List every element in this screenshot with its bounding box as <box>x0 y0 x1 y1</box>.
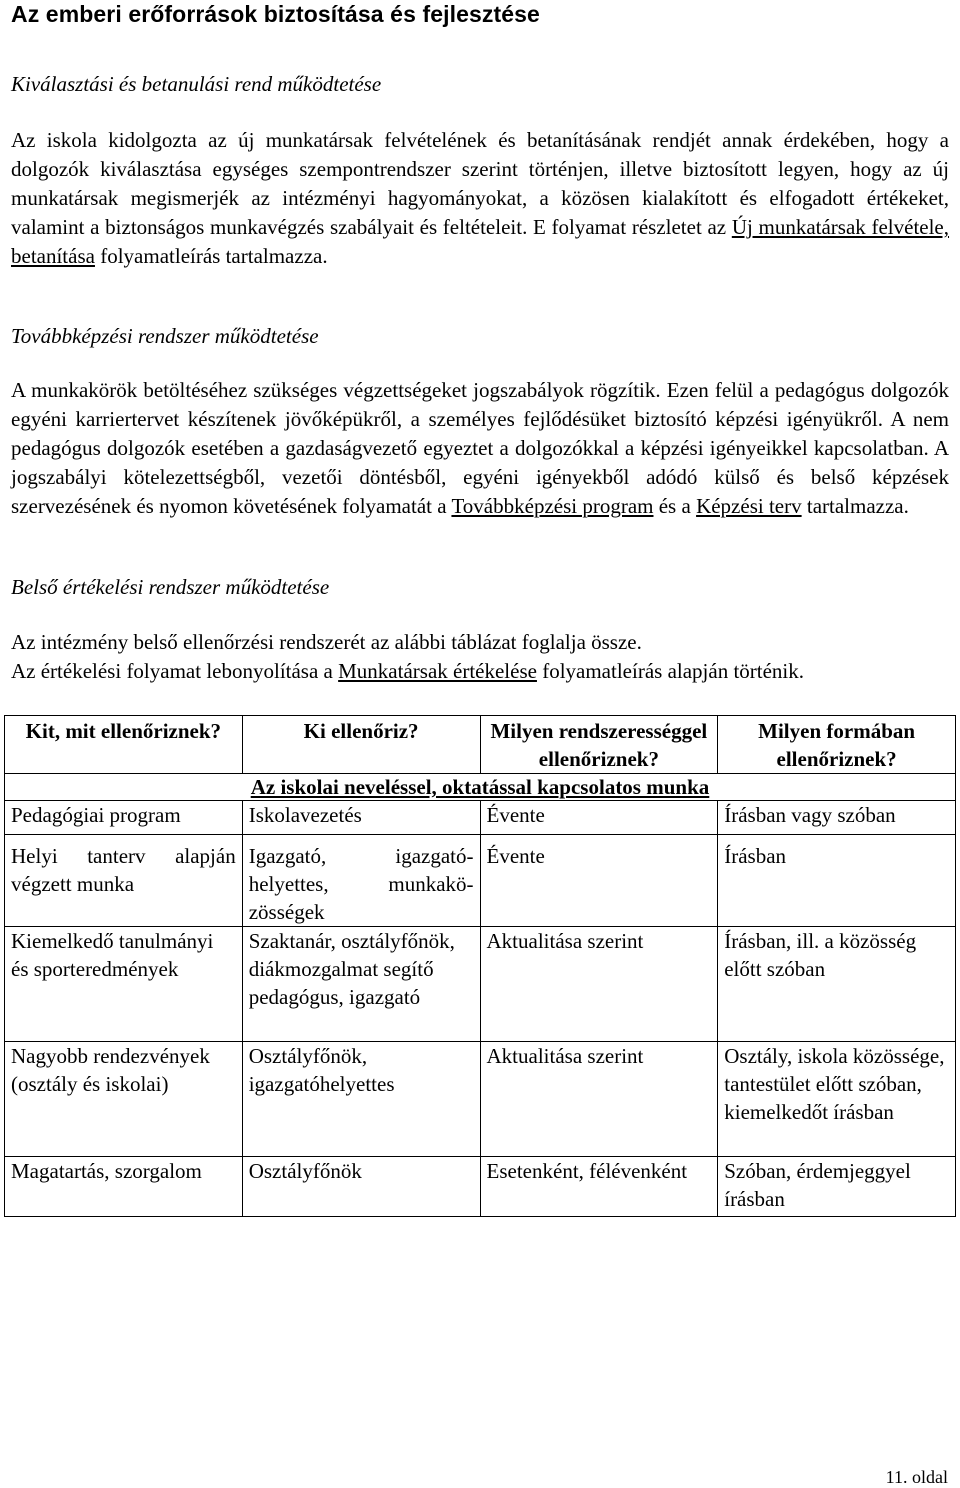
paragraph-training-text: A munkakörök betöltéséhez szükséges végzettségeket jogszabályok rögzítik. Ezen felül a pedagógus dolgozók egyéni karriertervet készítenek jövőképükről, a személyes fejlődésüket biztosító képzési igényükről. A nem pedagógus dolgozók esetében a gazdaságvezető egyeztet a dolgozókkal a képzési igényeikkel kapcsolatban. A jogszabályi kötelezettségből, vezetői döntésből, egyéni igényekből adódó külső és belső képzések szervezésének és nyomon követésének folyamatát a <box>11 378 949 518</box>
table-cell: Magatartás, szorgalom <box>5 1157 243 1217</box>
table-cell: Osztály, iskola közössége, tantestület előtt szóban, kiemelkedőt írásban <box>718 1042 956 1157</box>
table-cell: Szóban, érdemjeggyel írásban <box>718 1157 956 1217</box>
header-frequency: Milyen rendszerességgel ellenőriznek? <box>480 716 718 774</box>
link-staff-evaluation[interactable]: Munkatársak értékelése <box>338 659 537 683</box>
table-cell: Évente <box>480 835 718 927</box>
paragraph-training <box>11 376 949 521</box>
table-cell: Kiemelkedő tanulmányi és sporteredmények <box>5 927 243 1042</box>
header-who: Ki ellenőriz? <box>242 716 480 774</box>
paragraph-selection-text: Az iskola kidolgozta az új munkatársak felvételének és betanításának rendjét annak érdekében, hogy a dolgozók kiválasztása egységes szempontrendszer szerint történjen, illetve biztosított legyen, hogy az új munkatársak megismerjék az intézményi hagyományokat, a közösen kialakított és elfogadott értékeket, valamint a biztonságos munkavégzés szabályait és feltételeit. E folyamat részletet az <box>11 128 949 239</box>
table-cell: Írásban, ill. a közösség előtt szóban <box>718 927 956 1042</box>
link-training-plan[interactable]: Képzési terv <box>696 494 802 518</box>
paragraph-training-mid: és a <box>653 494 697 518</box>
header-what: Kit, mit ellenőriznek? <box>5 716 243 774</box>
control-table <box>4 715 956 1217</box>
table-cell: Szaktanár, osztályfőnök, diákmozgalmat segítő pedagógus, igazgató <box>242 927 480 1042</box>
header-form: Milyen formában ellenőriznek? <box>718 716 956 774</box>
table-cell: Osztályfőnök <box>242 1157 480 1217</box>
link-training-program[interactable]: Továbbképzési program <box>451 494 654 518</box>
evaluation-line-2 <box>11 659 804 684</box>
link-new-staff-process[interactable]: Új munkatársak felvétele, betanítása <box>11 215 950 268</box>
table-cell: Igazgató, igazgatóhelyettes, munkaközösségek <box>242 835 480 927</box>
table-row <box>5 1042 956 1157</box>
section-title-selection: Kiválasztási és betanulási rend működtetése <box>11 72 382 96</box>
paragraph-training-end: tartalmazza. <box>801 494 909 518</box>
section-title-evaluation: Belső értékelési rendszer működtetése <box>11 575 330 599</box>
table-section-heading: Az iskolai neveléssel, oktatással kapcsolatos munka <box>5 774 956 801</box>
table-cell: Esetenként, félévenként <box>480 1157 718 1217</box>
table-row <box>5 835 956 927</box>
evaluation-line-2-end: folyamatleírás alapján történik. <box>536 659 805 683</box>
paragraph-selection <box>11 126 949 271</box>
table-cell: Helyi tanterv alapján végzett munka <box>5 835 243 927</box>
table-header-row <box>5 716 956 774</box>
evaluation-line-1: Az intézmény belső ellenőrzési rendszerét az alábbi táblázat foglalja össze. <box>11 630 642 654</box>
table-cell: Iskolavezetés <box>242 801 480 835</box>
evaluation-line-2-text: Az értékelési folyamat lebonyolítása a <box>11 659 339 683</box>
table-span-row <box>5 774 956 801</box>
table-cell: Aktualitása szerint <box>480 927 718 1042</box>
section-title-training: Továbbképzési rendszer működtetése <box>11 324 319 348</box>
table-row <box>5 927 956 1042</box>
page-heading: Az emberi erőforrások biztosítása és fejlesztése <box>11 1 540 27</box>
paragraph-selection-end: folyamatleírás tartalmazza. <box>94 244 328 268</box>
table-cell: Évente <box>480 801 718 835</box>
table-cell: Osztályfőnök, igazgatóhelyettes <box>242 1042 480 1157</box>
page-number: 11. oldal <box>885 1467 948 1487</box>
table-cell: Nagyobb rendezvények (osztály és iskolai) <box>5 1042 243 1157</box>
table-cell: Pedagógiai program <box>5 801 243 835</box>
table-row <box>5 801 956 835</box>
table-cell: Aktualitása szerint <box>480 1042 718 1157</box>
table-row <box>5 1157 956 1217</box>
table-cell: Írásban vagy szóban <box>718 801 956 835</box>
table-cell: Írásban <box>718 835 956 927</box>
